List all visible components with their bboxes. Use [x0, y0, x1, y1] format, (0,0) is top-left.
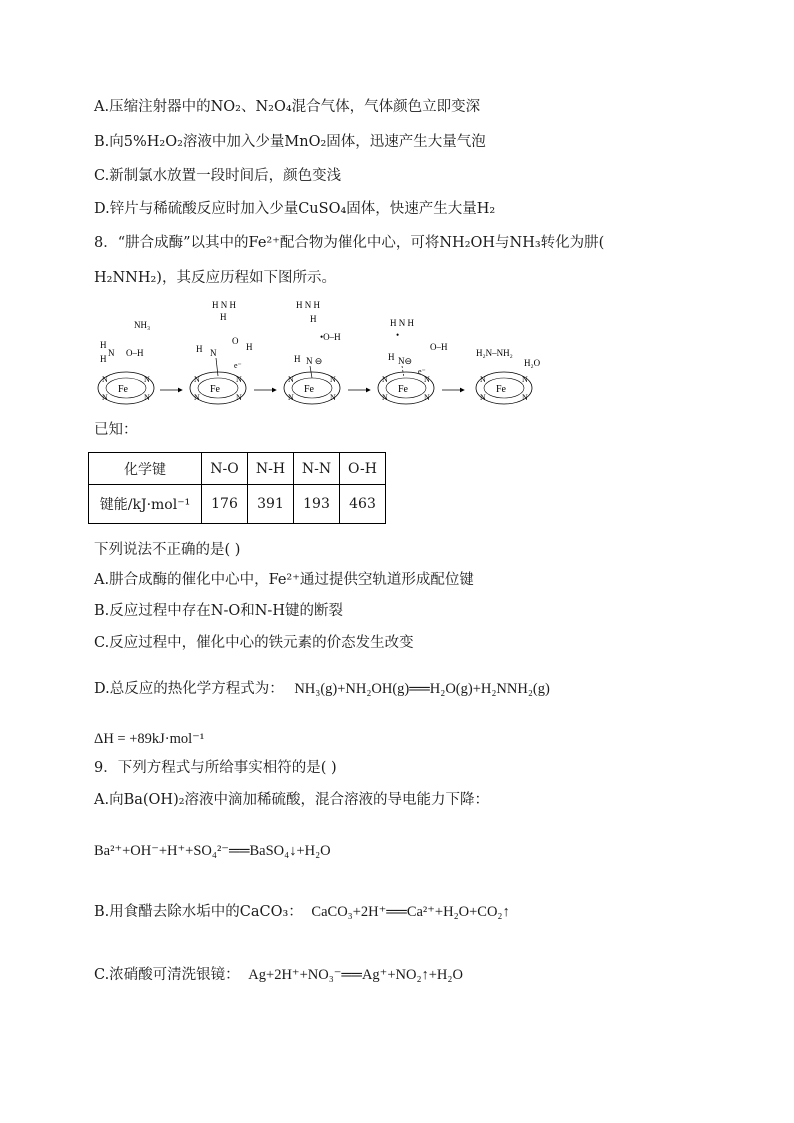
q8-stem-line1: 8．“肼合成酶”以其中的Fe²⁺配合物为催化中心，可将NH₂OH与NH₃转化为肼(: [94, 235, 605, 251]
svg-text:H N H: H N H: [296, 300, 320, 310]
option-q9-a-equation: Ba²⁺+OH⁻+H⁺+SO₄²⁻══BaSO₄↓+H₂O: [94, 843, 331, 859]
q9-stem: 9．下列方程式与所给事实相符的是( ): [94, 760, 337, 776]
bond-energy-table: [88, 452, 386, 524]
svg-text:e⁻: e⁻: [234, 361, 242, 370]
catalyst-unit-4: [378, 318, 448, 404]
svg-text:H: H: [388, 352, 395, 362]
table-value-no: 176: [202, 485, 248, 524]
svg-text:H: H: [196, 344, 203, 354]
table-header-nn: N-N: [294, 453, 340, 485]
svg-text:O: O: [232, 336, 239, 346]
option-q9-c-equation: Ag+2H⁺+NO₃⁻══Ag⁺+NO₂↑+H₂O: [248, 967, 463, 983]
option-q8-a: A.肼合成酶的催化中心中，Fe²⁺通过提供空轨道形成配位键: [94, 572, 474, 588]
option-q9-c: [94, 965, 463, 985]
svg-text:•: •: [396, 330, 400, 340]
catalyst-unit-5: [476, 348, 541, 404]
svg-text:H₂O: H₂O: [524, 358, 541, 368]
q8-ask: 下列说法不正确的是( ): [94, 542, 241, 558]
svg-text:H: H: [294, 354, 301, 364]
svg-text:e⁻: e⁻: [418, 367, 426, 376]
svg-text:H N H: H N H: [212, 300, 236, 310]
catalyst-unit-1: [98, 320, 154, 404]
option-q7-d: D.锌片与稀硫酸反应时加入少量CuSO₄固体，快速产生大量H₂: [94, 201, 496, 217]
svg-text:N ⊖: N ⊖: [306, 356, 323, 366]
svg-text:•O–H: •O–H: [320, 332, 341, 342]
q8-known: 已知：: [94, 422, 138, 438]
option-q8-d-enthalpy: ΔH = +89kJ·mol⁻¹: [94, 731, 205, 747]
svg-text:H₂N–NH₂: H₂N–NH₂: [476, 348, 513, 358]
option-q9-b: [94, 902, 510, 922]
option-q7-b: B.向5%H₂O₂溶液中加入少量MnO₂固体，迅速产生大量气泡: [94, 134, 486, 150]
q8-stem-line2: H₂NNH₂)，其反应历程如下图所示。: [94, 270, 336, 286]
svg-text:H N H: H N H: [390, 318, 414, 328]
svg-text:O–H: O–H: [430, 342, 448, 352]
option-q9-b-prefix: B.用食醋去除水垢中的CaCO₃：: [94, 904, 303, 920]
option-q8-c: C.反应过程中，催化中心的铁元素的价态发生改变: [94, 635, 414, 651]
option-q9-a: A.向Ba(OH)₂溶液中滴加稀硫酸，混合溶液的导电能力下降：: [94, 792, 490, 808]
svg-text:O–H: O–H: [126, 348, 144, 358]
svg-text:N⊖: N⊖: [398, 356, 413, 366]
svg-text:N: N: [210, 348, 217, 358]
option-q8-d-equation: NH₃(g)+NH₂OH(g)══H₂O(g)+H₂NNH₂(g): [294, 681, 550, 697]
svg-text:H: H: [246, 342, 253, 352]
option-q9-c-prefix: C.浓硝酸可清洗银镜：: [94, 967, 240, 983]
option-q8-d-prefix: D.总反应的热化学方程式为：: [94, 681, 284, 697]
option-q8-b: B.反应过程中存在N-O和N-H键的断裂: [94, 603, 343, 619]
svg-text:N: N: [108, 348, 115, 358]
option-q7-a: A.压缩注射器中的NO₂、N₂O₄混合气体，气体颜色立即变深: [94, 99, 481, 115]
table-value-nn: 193: [294, 485, 340, 524]
svg-text:H: H: [220, 312, 227, 322]
svg-text:H: H: [100, 354, 107, 364]
table-value-oh: 463: [340, 485, 386, 524]
svg-text:NH₃: NH₃: [134, 320, 151, 330]
table-header-nh: N-H: [248, 453, 294, 485]
catalyst-unit-3: [284, 300, 341, 404]
option-q7-c: C.新制氯水放置一段时间后，颜色变浅: [94, 168, 342, 184]
table-value-nh: 391: [248, 485, 294, 524]
reaction-mechanism-diagram: Fe N N N N NH₃ H N H O–H H N H H O H H N e⁻ H N H H •O–H H N ⊖ H N H • O–H H N⊖ e⁻ H₂N–NH₂ H₂O: [94, 298, 564, 416]
table-row-label: 键能/kJ·mol⁻¹: [89, 485, 202, 524]
table-header-bond: 化学键: [89, 453, 202, 485]
option-q8-d: [94, 679, 550, 699]
table-header-no: N-O: [202, 453, 248, 485]
svg-text:H: H: [310, 314, 317, 324]
table-header-oh: O-H: [340, 453, 386, 485]
option-q9-b-equation: CaCO₃+2H⁺══Ca²⁺+H₂O+CO₂↑: [311, 904, 510, 920]
svg-text:H: H: [100, 340, 107, 350]
catalyst-unit-2: [190, 300, 253, 404]
